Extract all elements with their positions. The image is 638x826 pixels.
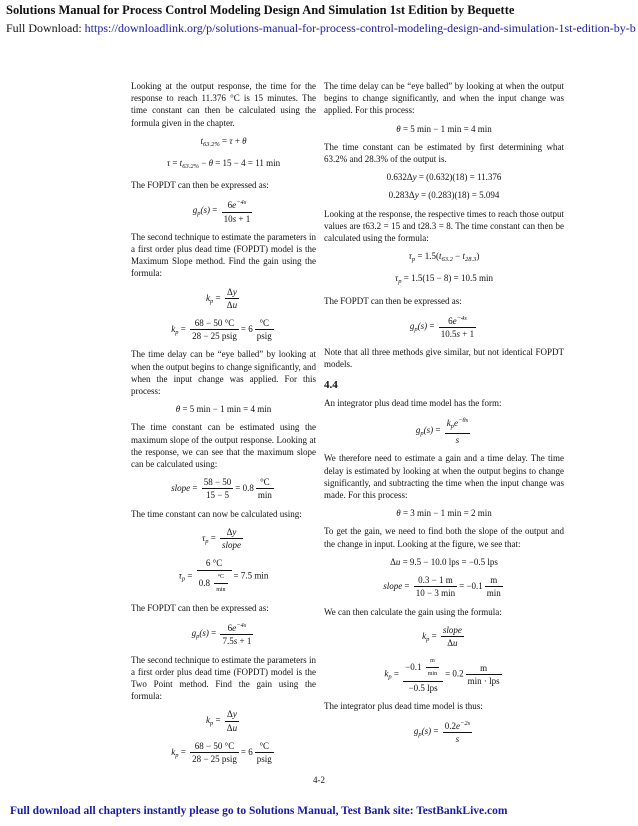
paragraph: To get the gain, we need to find both the slope of the output and the change in input. Looking at the figure, we see that: (324, 526, 564, 549)
equation: slope = $\frac{58 - 50}{15 - 5}$ = 0.8 $\frac{^\circ C}{\min}$ (171, 477, 272, 501)
download-label: Full Download: (6, 21, 82, 35)
equation: $\tau_p = 1.5(15 - 8) = 10.5$ min (395, 273, 493, 286)
equation: $g_p(s)$ = $\frac{6e^{-4s}}{10s + 1}$ (192, 199, 251, 224)
equation: $g_p(s)$ = $\frac{k_pe^{-\theta s}}{s}$ (415, 417, 469, 446)
equation: $\tau_p$ = $\frac{\Delta y}{\text{slope}}$ (201, 526, 242, 551)
equation: $g_p(s)$ = $\frac{0.2e^{-2s}}{s}$ (413, 719, 471, 745)
equation: Δu = 9.5 − 10.0 lps = −0.5 lps (390, 556, 498, 567)
paragraph: The time delay can be “eye balled” by looking at when the output begins to change significantly, and when the input change was applied. For this process: (324, 81, 564, 116)
paragraph: The time constant can now be calculated using: (131, 508, 302, 519)
paragraph: The FOPDT can then be expressed as: (131, 602, 269, 613)
left-column (131, 80, 316, 771)
equation: $k_p$ = $\frac{\Delta y}{\Delta u}$ (205, 286, 238, 310)
paragraph: The FOPDT can then be expressed as: (324, 295, 462, 306)
paragraph: The time delay can be “eye balled” by looking at when the output begins to change significantly, and when the input change was applied. For this process: (131, 349, 316, 397)
equation: 0.283Δy = (0.283)(18) = 5.094 (388, 190, 500, 201)
paragraph: Looking at the output response, the time for the response to reach 11.376 °C is 15 minutes. The time constant can then be calculated using the formula given in the chapter. (131, 81, 316, 128)
equation: $k_p$ = $\frac{68 - 50 ^\circ C}{\text{28 − 25 psig}}$ = 6 $\frac{^\circ C}{\text{psig}}$ (171, 318, 272, 342)
equation: θ = 5 min − 1 min = 4 min (396, 123, 492, 134)
paragraph: Note that all three methods give similar, but not identical FOPDT models. (324, 347, 564, 370)
equation: $k_p$ = $\frac{68 - 50 ^\circ C}{\text{28 − 25 psig}}$ = 6 $\frac{^\circ C}{\text{psig}}$ (171, 740, 272, 764)
equation: θ = 3 min − 1 min = 2 min (396, 508, 492, 519)
equation: $k_p$ = −0.1 $\frac{m}{\min}$ −0.5 lps = 0.2 $\frac{m}{\text{min · lps}}$ (324, 655, 564, 694)
paragraph: The integrator plus dead time model is thus: (324, 700, 483, 711)
equation: θ = 5 min − 1 min = 4 min (175, 404, 272, 415)
footer-banner[interactable]: Full download all chapters instantly please go to Solutions Manual, Test Bank site: TestBankLive.com (10, 805, 508, 817)
equation: $k_p$ = $\frac{\Delta y}{\Delta u}$ (205, 709, 238, 733)
download-line (6, 21, 636, 36)
equation: $k_p$ = $\frac{\text{slope}}{\Delta u}$ (422, 624, 462, 648)
paragraph: The time constant can be estimated using the maximum slope of the output response. Looking at the response, we can see that the maximum slope can be calculated using: (131, 422, 316, 470)
equation: slope = $\frac{0.3 - 1 m}{10 - 3 \min}$ = −0.1 $\frac{m}{\min}$ (383, 575, 501, 599)
paragraph: An integrator plus dead time model has the form: (324, 397, 502, 408)
equation: 0.632Δy = (0.632)(18) = 11.376 (386, 172, 502, 183)
equation: $t_{63.2\%} = \tau + \theta$ (200, 135, 247, 148)
right-column (324, 80, 564, 751)
equation: $\tau = t_{63.2\%} - \theta = 15 - 4 = 11$ min (166, 158, 281, 171)
paragraph: The second technique to estimate the parameters in a first order plus dead time (FOPDT) model is the Two Point method. Find the gain using the formula: (131, 654, 316, 702)
page-number: 4-2 (313, 775, 325, 785)
paragraph: We therefore need to estimate a gain and a time delay. The time delay is estimated by looking at when the output begins to change significantly, and subtracting the time when the input change was made. For this process: (324, 453, 564, 501)
equation: $\tau_p = 1.5(t_{63.2} - t_{28.3})$ (408, 251, 480, 264)
paragraph: Looking at the response, the respective times to reach those output values are t63.2 = 15 and t28.3 = 8. The time constant can then be calculated using the formula: (324, 208, 564, 244)
paragraph: The second technique to estimate the parameters in a first order plus dead time (FOPDT) model is the Maximum Slope method. Find the gain using the formula: (131, 231, 316, 279)
equation: $g_p(s)$ = $\frac{6e^{-4s}}{7.5s + 1}$ (191, 622, 252, 647)
equation: $g_p(s)$ = $\frac{6e^{-4s}}{10.5s + 1}$ (409, 314, 475, 340)
equation: $\tau_p$ = 6 °C 0.8 $\frac{^\circ C}{\min}$ = 7.5 min (178, 558, 269, 593)
paragraph: We can then calculate the gain using the formula: (324, 606, 502, 617)
document-title: Solutions Manual for Process Control Modeling Design And Simulation 1st Edition by Bequette (6, 3, 515, 17)
paragraph: The time constant can be estimated by first determining what 63.2% and 28.3% of the output is. (324, 141, 564, 165)
paragraph: The FOPDT can then be expressed as: (131, 180, 269, 191)
section-heading: 4.4 (324, 378, 338, 391)
download-link[interactable]: https://downloadlink.org/p/solutions-manual-for-process-control-modeling-design-and-simulation-1st-edition-by-b (84, 21, 636, 35)
